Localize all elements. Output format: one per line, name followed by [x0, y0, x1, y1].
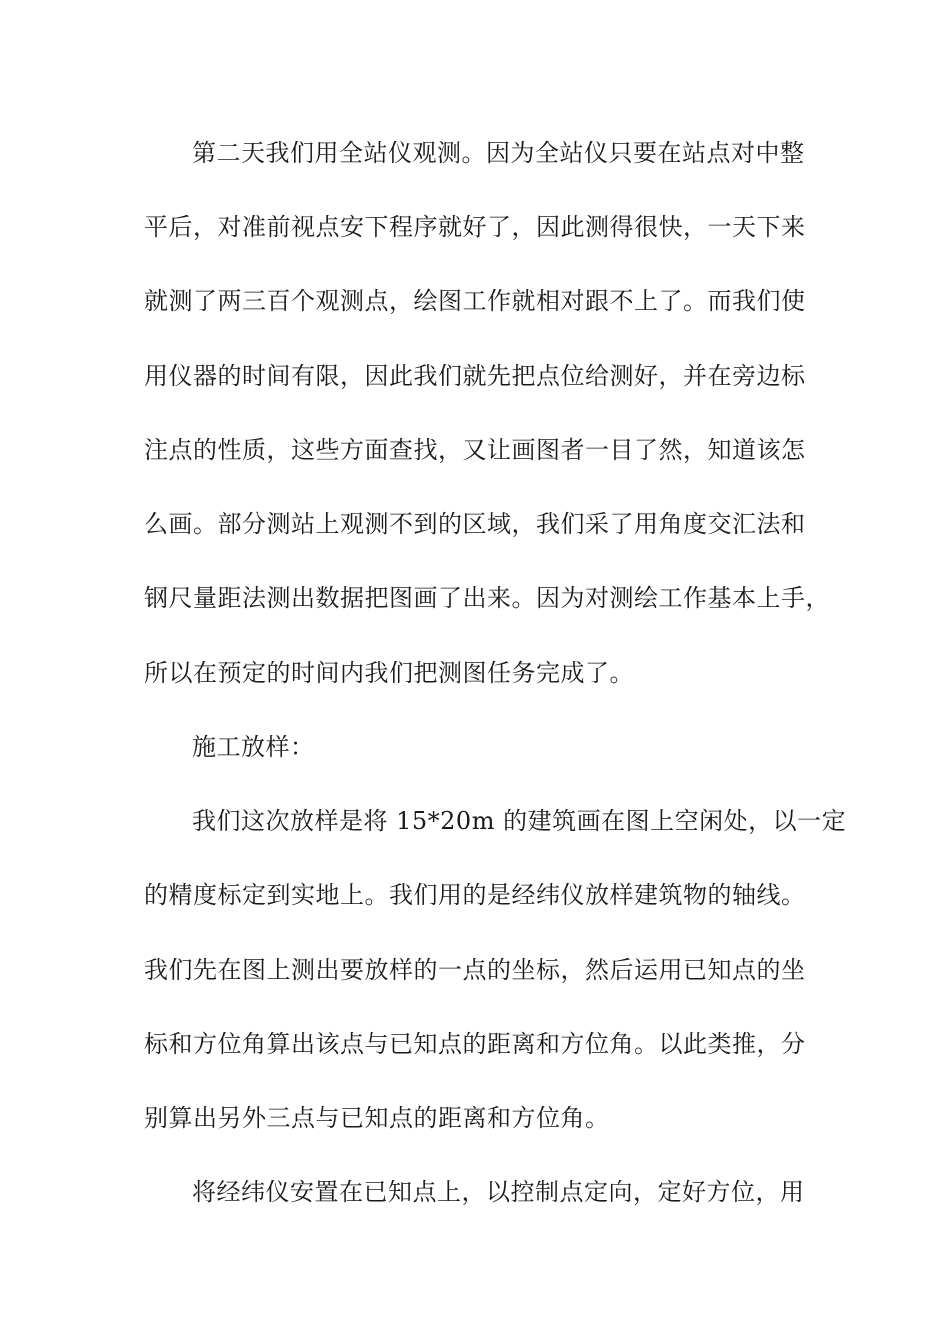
paragraph-1-line-8: 所以在预定的时间内我们把测图任务完成了。 [144, 659, 634, 687]
paragraph-1-line-7: 钢尺量距法测出数据把图画了出来。因为对测绘工作基本上手， [144, 584, 830, 612]
paragraph-1-line-4: 用仪器的时间有限，因此我们就先把点位给测好，并在旁边标 [144, 362, 806, 390]
paragraph-1-line-1: 第二天我们用全站仪观测。因为全站仪只要在站点对中整 [192, 139, 805, 167]
paragraph-2-line-5: 别算出另外三点与已知点的距离和方位角。 [144, 1104, 610, 1132]
paragraph-2-line-1: 我们这次放样是将 15*20m 的建筑画在图上空闲处，以一定 [192, 807, 847, 835]
paragraph-1-line-5: 注点的性质，这些方面查找，又让画图者一目了然，知道该怎 [144, 436, 806, 464]
paragraph-2-line-4: 标和方位角算出该点与已知点的距离和方位角。以此类推，分 [144, 1030, 806, 1058]
paragraph-2-line-3: 我们先在图上测出要放样的一点的坐标，然后运用已知点的坐 [144, 956, 806, 984]
paragraph-1-line-3: 就测了两三百个观测点，绘图工作就相对跟不上了。而我们使 [144, 287, 806, 315]
paragraph-2-line-2: 的精度标定到实地上。我们用的是经纬仪放样建筑物的轴线。 [144, 881, 806, 909]
paragraph-1-line-2: 平后，对准前视点安下程序就好了，因此测得很快，一天下来 [144, 213, 806, 241]
paragraph-3-line-1: 将经纬仪安置在已知点上，以控制点定向，定好方位，用 [192, 1178, 805, 1206]
paragraph-1-line-6: 么画。部分测站上观测不到的区域，我们采了用角度交汇法和 [144, 510, 806, 538]
section-heading: 施工放样： [192, 733, 315, 761]
